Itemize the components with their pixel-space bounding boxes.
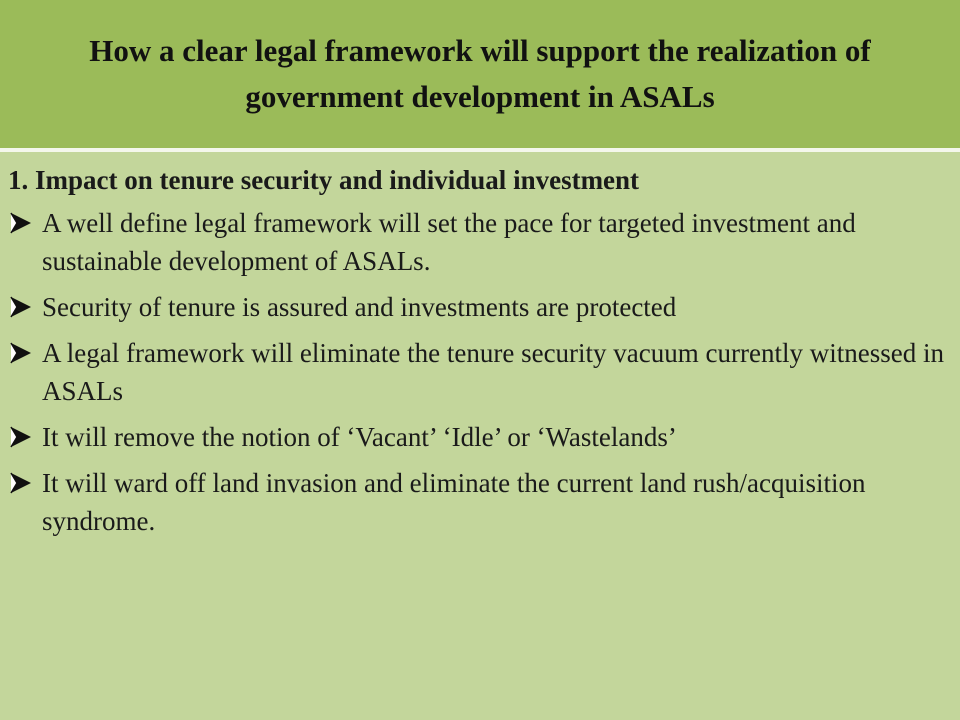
arrow-bullet-icon [8,210,34,236]
bullet-item [0,418,950,456]
bullet-item [0,334,950,410]
title-divider [0,148,960,152]
bullet-text: It will remove the notion of ‘Vacant’ ‘Idle’ or ‘Wastelands’ [42,422,677,452]
arrow-bullet-icon [8,294,34,320]
arrow-bullet-icon [8,340,34,366]
bullet-text: It will ward off land invasion and eliminate the current land rush/acquisition syndrome. [42,468,866,536]
bullet-list [0,204,950,540]
arrow-bullet-icon [8,470,34,496]
bullet-item [0,464,950,540]
slide-title: How a clear legal framework will support the realization of government development in ASALs [89,33,871,114]
bullet-text: A well define legal framework will set the pace for targeted investment and sustainable development of ASALs. [42,208,856,276]
bullet-item [0,288,950,326]
section-heading: 1. Impact on tenure security and individual investment [8,165,640,195]
bullet-text: A legal framework will eliminate the tenure security vacuum currently witnessed in ASALs [42,338,944,406]
arrow-bullet-icon [8,424,34,450]
title-bar [0,0,960,148]
bullet-item [0,204,950,280]
bullet-text: Security of tenure is assured and investments are protected [42,292,677,322]
slide-content [0,160,950,548]
